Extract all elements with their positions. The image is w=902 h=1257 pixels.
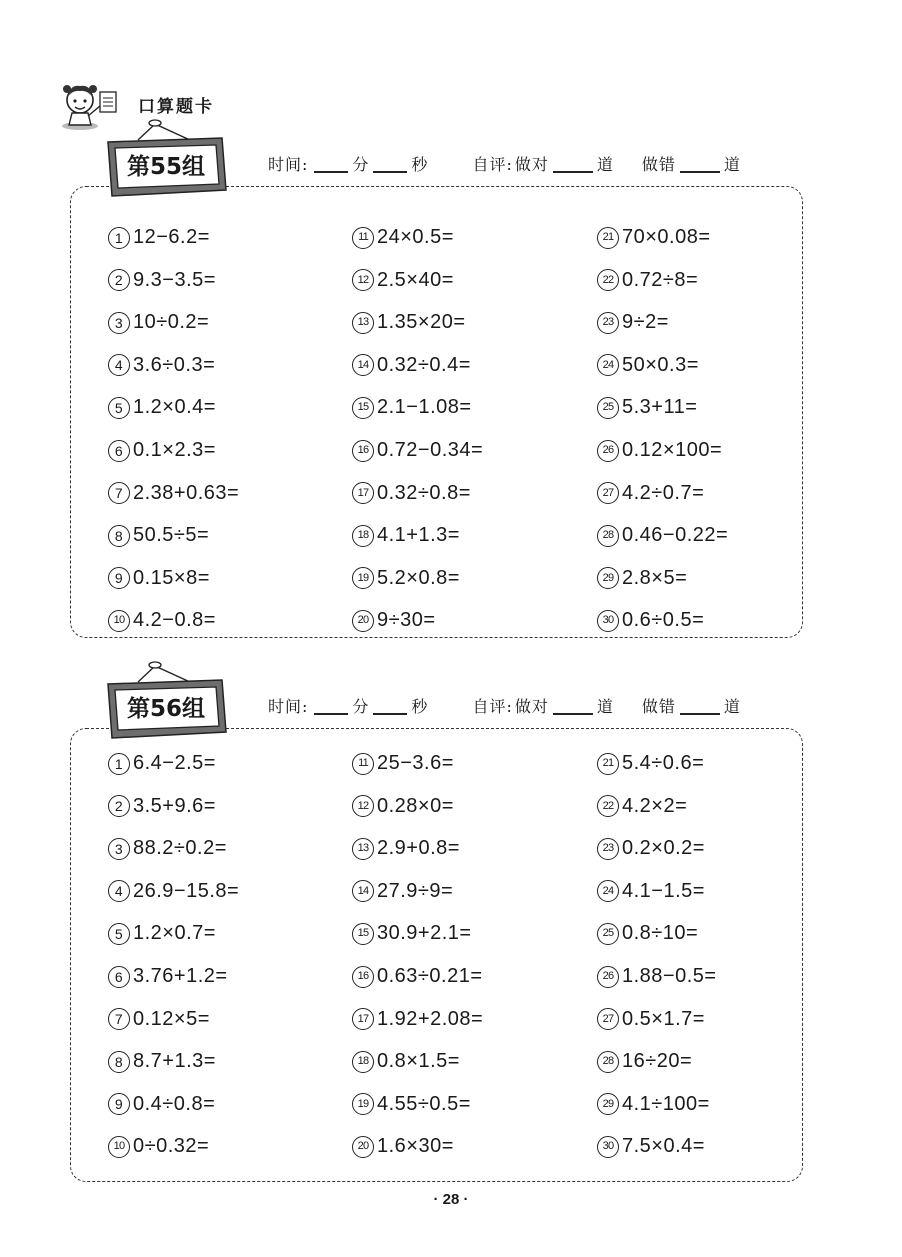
problem-expression: 0.72−0.34=	[377, 439, 484, 461]
group-label: 第55组	[126, 154, 205, 180]
problem-number: 27	[597, 1008, 619, 1030]
problem-number: 21	[597, 227, 619, 249]
problem-expression: 2.8×5=	[622, 566, 688, 589]
problem-number: 22	[597, 269, 619, 291]
problem-expression: 70×0.08=	[622, 226, 711, 248]
problem-number: 13	[352, 312, 374, 334]
problem-number: 5	[108, 923, 130, 945]
problem-number: 9	[108, 567, 130, 589]
problem-number: 14	[352, 880, 374, 902]
problem-item	[108, 311, 209, 334]
problem-expression: 5.4÷0.6=	[622, 752, 705, 774]
problem-number: 4	[108, 880, 130, 902]
problem-expression: 12−6.2=	[133, 226, 210, 248]
correct-count-blank[interactable]	[553, 155, 593, 173]
problem-item	[352, 837, 460, 860]
time-label: 时间	[268, 697, 303, 716]
problem-number: 28	[597, 525, 619, 547]
problem-number: 18	[352, 1051, 374, 1073]
problem-item	[108, 226, 210, 249]
problem-item	[352, 795, 454, 818]
problem-expression: 2.1−1.08=	[377, 396, 472, 419]
minute-label: 分	[352, 155, 370, 174]
problem-expression: 0÷0.32=	[133, 1135, 210, 1158]
problem-item	[108, 439, 216, 462]
unit-label: 道	[723, 155, 741, 174]
problem-expression: 8.7+1.3=	[133, 1050, 216, 1073]
problem-number: 17	[352, 1008, 374, 1030]
problem-item	[108, 752, 216, 775]
problem-item	[352, 226, 454, 249]
minutes-blank[interactable]	[314, 155, 348, 173]
problem-number: 3	[108, 312, 130, 334]
problem-expression: 4.1÷100=	[622, 1092, 710, 1115]
problem-expression: 4.2−0.8=	[133, 609, 216, 632]
time-label: 时间	[268, 155, 303, 174]
problem-expression: 0.46−0.22=	[622, 524, 729, 547]
problem-item	[108, 269, 216, 292]
problem-expression: 4.55÷0.5=	[377, 1092, 471, 1115]
problem-item	[352, 965, 483, 988]
problem-expression: 1.35×20=	[377, 311, 466, 334]
problem-expression: 88.2÷0.2=	[133, 837, 227, 860]
problem-item	[352, 439, 483, 462]
problem-item	[352, 482, 471, 505]
self-eval-label: 自评	[472, 155, 507, 174]
problem-expression: 9÷30=	[377, 609, 436, 632]
problem-expression: 1.2×0.7=	[133, 922, 216, 945]
unit-label: 道	[723, 697, 741, 716]
problem-number: 11	[352, 227, 374, 249]
score-line: 时间: 分 秒 自评: 做对 道 做错 道	[268, 697, 741, 716]
problem-item	[108, 922, 216, 945]
problem-number: 6	[108, 966, 130, 988]
problem-expression: 0.4÷0.8=	[133, 1092, 216, 1115]
problem-number: 27	[597, 482, 619, 504]
problem-number: 30	[597, 610, 619, 632]
second-label: 秒	[411, 697, 429, 716]
problem-number: 24	[597, 354, 619, 376]
seconds-blank[interactable]	[373, 155, 407, 173]
problem-expression: 1.6×30=	[377, 1135, 454, 1158]
problem-expression: 30.9+2.1=	[377, 922, 472, 945]
problem-item	[597, 609, 704, 632]
problem-expression: 50.5÷5=	[133, 524, 210, 547]
problem-number: 16	[352, 966, 374, 988]
card-title: 口算题卡	[138, 97, 214, 117]
problem-expression: 24×0.5=	[377, 226, 454, 248]
problem-item	[352, 1093, 471, 1116]
problem-expression: 1.88−0.5=	[622, 965, 717, 987]
problem-item	[597, 752, 704, 775]
problem-item	[352, 1135, 454, 1158]
problem-item	[352, 269, 454, 292]
page-number: · 28 ·	[433, 1191, 469, 1208]
problem-item	[108, 567, 210, 590]
problem-expression: 3.5+9.6=	[133, 794, 216, 817]
problem-item	[352, 354, 471, 377]
problem-item	[108, 396, 216, 419]
problem-number: 20	[352, 610, 374, 632]
problem-item	[108, 354, 215, 377]
problem-item	[108, 1050, 216, 1073]
problem-item	[352, 311, 466, 334]
problem-expression: 5.2×0.8=	[377, 566, 460, 589]
problem-expression: 26.9−15.8=	[133, 879, 240, 902]
problem-expression: 3.6÷0.3=	[133, 353, 216, 376]
self-eval-label: 自评	[472, 697, 507, 716]
problem-number: 12	[352, 795, 374, 817]
problem-number: 4	[108, 354, 130, 376]
problem-number: 25	[597, 397, 619, 419]
problem-number: 23	[597, 312, 619, 334]
problem-number: 20	[352, 1136, 374, 1158]
problem-expression: 0.8÷10=	[622, 922, 699, 945]
problem-item	[108, 837, 227, 860]
problem-expression: 4.2×2=	[622, 794, 688, 817]
problem-number: 21	[597, 753, 619, 775]
problem-number: 1	[108, 227, 130, 249]
problem-item	[108, 1093, 215, 1116]
problem-item	[597, 922, 698, 945]
problem-item	[597, 567, 687, 590]
problem-number: 17	[352, 482, 374, 504]
problem-expression: 4.2÷0.7=	[622, 481, 705, 504]
problem-number: 10	[108, 610, 130, 632]
problem-item	[597, 396, 697, 419]
problem-number: 8	[108, 1051, 130, 1073]
problem-number: 28	[597, 1051, 619, 1073]
problem-expression: 0.5×1.7=	[622, 1007, 705, 1030]
problem-number: 1	[108, 753, 130, 775]
unit-label: 道	[596, 155, 614, 174]
wrong-count-blank[interactable]	[680, 697, 720, 715]
problem-number: 11	[352, 753, 374, 775]
problem-expression: 1.92+2.08=	[377, 1007, 484, 1030]
problem-item	[352, 609, 436, 632]
problem-item	[352, 880, 453, 903]
problem-expression: 0.63÷0.21=	[377, 965, 483, 987]
problem-item	[597, 1008, 705, 1031]
problem-number: 30	[597, 1136, 619, 1158]
problem-expression: 0.6÷0.5=	[622, 609, 705, 632]
problem-number: 29	[597, 1093, 619, 1115]
problem-number: 5	[108, 397, 130, 419]
group-label: 第56组	[126, 696, 205, 722]
problem-number: 18	[352, 525, 374, 547]
problem-number: 14	[352, 354, 374, 376]
problem-item	[352, 1008, 483, 1031]
problem-expression: 1.2×0.4=	[133, 396, 216, 419]
problem-expression: 9.3−3.5=	[133, 268, 216, 291]
problem-number: 10	[108, 1136, 130, 1158]
correct-label: 做对	[514, 697, 549, 716]
problem-item	[597, 439, 722, 462]
problem-expression: 0.32÷0.4=	[377, 353, 471, 376]
problem-item	[108, 965, 228, 988]
problem-number: 9	[108, 1093, 130, 1115]
problem-number: 15	[352, 397, 374, 419]
problem-item	[597, 1093, 710, 1116]
second-label: 秒	[411, 155, 429, 174]
problem-expression: 6.4−2.5=	[133, 752, 216, 774]
problem-expression: 4.1+1.3=	[377, 524, 460, 547]
problem-item	[352, 396, 472, 419]
problem-expression: 0.12×100=	[622, 439, 723, 461]
problem-number: 2	[108, 269, 130, 291]
problem-item	[108, 482, 239, 505]
problem-item	[108, 524, 209, 547]
problem-number: 16	[352, 440, 374, 462]
problem-number: 3	[108, 838, 130, 860]
problem-expression: 7.5×0.4=	[622, 1135, 705, 1158]
minutes-blank[interactable]	[314, 697, 348, 715]
problem-number: 8	[108, 525, 130, 547]
problem-expression: 0.32÷0.8=	[377, 481, 471, 504]
wrong-label: 做错	[641, 155, 676, 174]
problem-item	[108, 1008, 210, 1031]
problem-number: 24	[597, 880, 619, 902]
problem-expression: 0.1×2.3=	[133, 439, 216, 461]
problem-expression: 2.38+0.63=	[133, 481, 240, 504]
problem-number: 12	[352, 269, 374, 291]
problem-item	[597, 524, 728, 547]
problem-item	[352, 524, 460, 547]
problem-number: 2	[108, 795, 130, 817]
problem-item	[597, 880, 705, 903]
problem-expression: 0.2×0.2=	[622, 837, 705, 860]
problem-item	[352, 752, 454, 775]
problem-expression: 25−3.6=	[377, 752, 454, 774]
problem-number: 29	[597, 567, 619, 589]
problem-item	[597, 354, 699, 377]
problem-number: 26	[597, 440, 619, 462]
problem-number: 6	[108, 440, 130, 462]
problem-item	[352, 567, 460, 590]
problem-item	[597, 837, 705, 860]
correct-label: 做对	[514, 155, 549, 174]
unit-label: 道	[596, 697, 614, 716]
problem-expression: 5.3+11=	[622, 396, 698, 419]
problem-expression: 27.9÷9=	[377, 879, 454, 902]
problem-item	[352, 1050, 460, 1073]
problem-expression: 10÷0.2=	[133, 311, 210, 334]
problem-expression: 0.28×0=	[377, 794, 454, 817]
problem-expression: 3.76+1.2=	[133, 965, 228, 987]
problem-item	[108, 880, 239, 903]
problem-expression: 16÷20=	[622, 1050, 693, 1073]
problem-item	[597, 226, 711, 249]
problem-item	[597, 1050, 692, 1073]
problem-number: 19	[352, 1093, 374, 1115]
problem-group	[0, 660, 902, 1190]
problem-item	[597, 269, 698, 292]
wrong-label: 做错	[641, 697, 676, 716]
problem-number: 7	[108, 482, 130, 504]
problem-item	[597, 482, 704, 505]
score-line: 时间: 分 秒 自评: 做对 道 做错 道	[268, 155, 741, 174]
wrong-count-blank[interactable]	[680, 155, 720, 173]
problem-expression: 50×0.3=	[622, 353, 699, 376]
problem-item	[108, 795, 216, 818]
problem-item	[597, 311, 669, 334]
problem-number: 25	[597, 923, 619, 945]
problem-number: 19	[352, 567, 374, 589]
problem-expression: 0.12×5=	[133, 1007, 210, 1030]
problem-expression: 0.72÷8=	[622, 268, 699, 291]
problem-expression: 0.15×8=	[133, 566, 210, 589]
problem-number: 13	[352, 838, 374, 860]
problem-number: 15	[352, 923, 374, 945]
problem-expression: 4.1−1.5=	[622, 879, 705, 902]
problem-expression: 9÷2=	[622, 311, 669, 334]
problem-number: 7	[108, 1008, 130, 1030]
problem-expression: 0.8×1.5=	[377, 1050, 460, 1073]
minute-label: 分	[352, 697, 370, 716]
problem-item	[597, 965, 717, 988]
problem-number: 22	[597, 795, 619, 817]
problem-item	[597, 795, 687, 818]
problem-item	[108, 1135, 209, 1158]
correct-count-blank[interactable]	[553, 697, 593, 715]
problem-item	[352, 922, 472, 945]
problem-number: 26	[597, 966, 619, 988]
problem-number: 23	[597, 838, 619, 860]
problem-item	[597, 1135, 705, 1158]
seconds-blank[interactable]	[373, 697, 407, 715]
problem-item	[108, 609, 216, 632]
problem-expression: 2.5×40=	[377, 268, 454, 291]
problem-group	[0, 118, 902, 648]
problem-expression: 2.9+0.8=	[377, 837, 460, 860]
